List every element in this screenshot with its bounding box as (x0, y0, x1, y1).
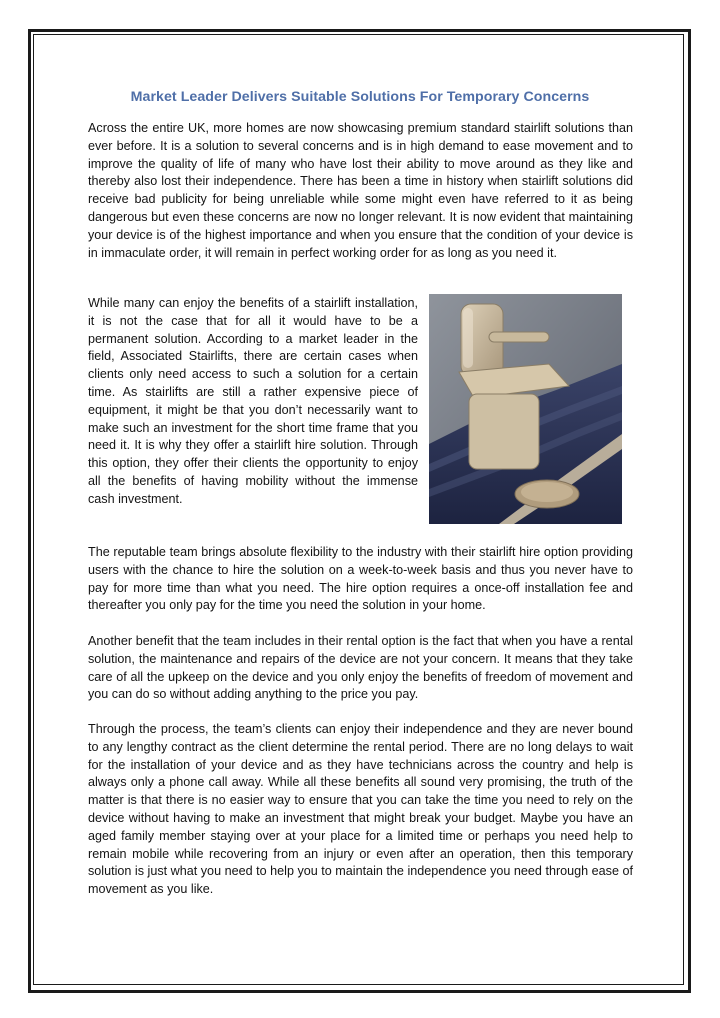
paragraph-independence: Through the process, the team’s clients can enjoy their independence and they are never bound to any lengthy contract as the client determine the rental period. There are no long delays to wait for the installation of your device and as they have technicians across the country and help is always only a phone call away. While all these benefits all sound very promising, the truth of the matter is that there is no easier way to ensure that you can take the time you need to rely on the device without having to make an investment that might break your budget. Maybe you have an aged family member staying over at your place for a limited time or perhaps you need help to remain mobile while recovering from an injury or even after an operation, then this temporary solution is just what you need to help you to maintain the independence you need through ease of movement as you like. (88, 722, 633, 897)
paragraph-flexibility: The reputable team brings absolute flexibility to the industry with their stairlift hire option providing users with the chance to hire the solution on a week-to-week basis and thus you never have to pay for more time than what you need. The hire option requires a once-off installation fee and thereafter you only pay for the time you need the solution in your home. (88, 545, 633, 613)
paragraph-hire-solution: While many can enjoy the benefits of a stairlift installation, it is not the case that for all it would have to be a permanent solution. According to a market leader in the field, Associated Stairlifts, there are certain cases when clients only need access to such a solution for a certain time. As stairlifts are still a rather expensive piece of equipment, it might be that you don’t necessarily want to make such an investment for the short time frame that you need it. It is why they offer a stairlift hire solution. Through this option, they offer their clients the opportunity to enjoy all the benefits of having mobility without the immense cash investment. (88, 296, 418, 506)
stairlift-photo (429, 294, 622, 524)
paragraph-maintenance: Another benefit that the team includes in their rental option is the fact that when you have a rental solution, the maintenance and repairs of the device are not your concern. It means that they take care of all the upkeep on the device and you only enjoy the benefits of freedom of movement and you can do so without adding anything to the price you pay. (88, 634, 633, 702)
page-title: Market Leader Delivers Suitable Solutions For Temporary Concerns (130, 89, 590, 105)
paragraph-intro: Across the entire UK, more homes are now showcasing premium standard stairlift solutions than ever before. It is a solution to several concerns and is in high demand to ease movement and to improve the quality of life of many who have lost their ability to move around as they like and thereby also lost their independence. There has been a time in history when stairlift solutions did receive bad publicity for being unreliable while some might even have referred to it as being dangerous but even these concerns are now no longer relevant. It is now evident that maintaining your device is of the highest importance and when you ensure that the condition of your device is in immaculate order, it will remain in perfect working order for as long as you need it. (88, 121, 633, 260)
